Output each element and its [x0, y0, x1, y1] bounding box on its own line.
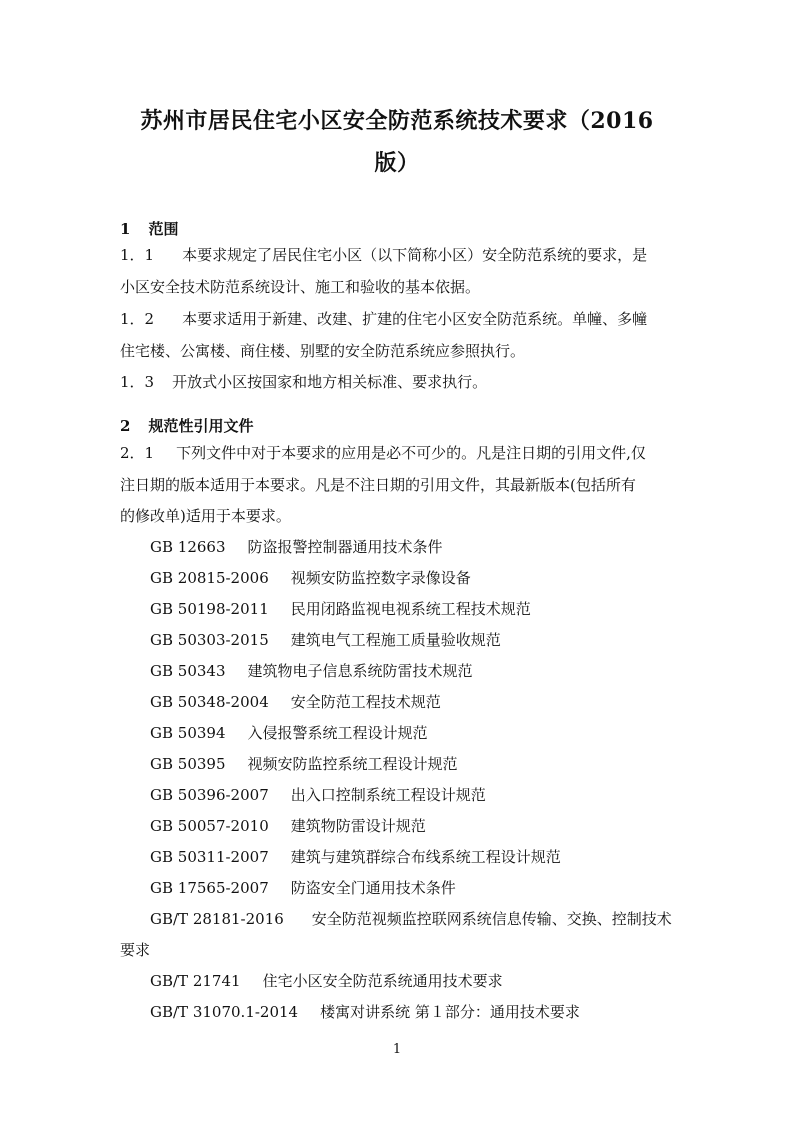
reference-name: 楼寓对讲系统 第１部分：通用技术要求 — [320, 1003, 580, 1021]
section-1-heading — [120, 219, 178, 239]
reference-item — [150, 785, 486, 805]
reference-item — [150, 816, 426, 836]
reference-item — [150, 878, 456, 898]
reference-item — [150, 630, 501, 650]
reference-name: 住宅小区安全防范系统通用技术要求 — [262, 972, 503, 990]
clause-number: 1．3 — [120, 373, 155, 391]
reference-name: 建筑物防雷设计规范 — [290, 817, 426, 835]
paragraph-2-1-line-2: 注日期的版本适用于本要求。凡是不注日期的引用文件，其最新版本(包括所有 — [120, 476, 636, 494]
reference-name: 安全防范视频监控联网系统信息传输、交换、控制技术 — [311, 910, 672, 928]
reference-item — [150, 909, 672, 929]
reference-name: 建筑与建筑群综合布线系统工程设计规范 — [290, 848, 561, 866]
reference-code: GB 50057-2010 — [150, 817, 269, 835]
reference-name: 出入口控制系统工程设计规范 — [290, 786, 486, 804]
paragraph-text: 本要求适用于新建、改建、扩建的住宅小区安全防范系统。单幢、多幢 — [182, 310, 648, 328]
reference-code: GB/T 21741 — [150, 972, 241, 990]
reference-item — [150, 971, 503, 991]
reference-item — [150, 599, 531, 619]
reference-item — [150, 537, 443, 557]
reference-name: 防盗报警控制器通用技术条件 — [247, 538, 443, 556]
reference-item — [150, 568, 471, 588]
reference-item — [150, 692, 441, 712]
reference-code: GB 50394 — [150, 724, 226, 742]
reference-code: GB 50198-2011 — [150, 600, 269, 618]
clause-number: 1．1 — [120, 246, 155, 264]
document-title-line-1: 苏州市居民住宅小区安全防范系统技术要求（2016 — [140, 108, 654, 134]
reference-name: 防盗安全门通用技术条件 — [290, 879, 456, 897]
reference-code: GB 50303-2015 — [150, 631, 269, 649]
reference-name: 视频安防监控系统工程设计规范 — [247, 755, 458, 773]
reference-code: GB/T 28181-2016 — [150, 910, 284, 928]
paragraph-1-3-line-1 — [120, 372, 487, 392]
section-number: 2 — [120, 417, 131, 435]
section-2-heading — [120, 416, 253, 436]
clause-number: 1．2 — [120, 310, 155, 328]
reference-name: 建筑电气工程施工质量验收规范 — [290, 631, 501, 649]
reference-name: 视频安防监控数字录像设备 — [290, 569, 471, 587]
section-title: 规范性引用文件 — [148, 417, 254, 435]
reference-code: GB 50348-2004 — [150, 693, 269, 711]
paragraph-1-1-line-1 — [120, 245, 647, 265]
reference-name: 安全防范工程技术规范 — [290, 693, 441, 711]
reference-item-continuation — [120, 940, 150, 960]
document-title-line-2: 版） — [374, 150, 420, 176]
reference-code: GB 50343 — [150, 662, 226, 680]
paragraph-text: 本要求规定了居民住宅小区（以下简称小区）安全防范系统的要求，是 — [182, 246, 648, 264]
reference-code: GB/T 31070.1-2014 — [150, 1003, 299, 1021]
reference-name: 入侵报警系统工程设计规范 — [247, 724, 428, 742]
reference-name: 民用闭路监视电视系统工程技术规范 — [290, 600, 531, 618]
paragraph-2-1-line-1 — [120, 443, 646, 463]
page-number: 1 — [392, 1042, 402, 1057]
paragraph-1-1-line-2: 小区安全技术防范系统设计、施工和验收的基本依据。 — [120, 278, 481, 296]
paragraph-2-1-line-3: 的修改单)适用于本要求。 — [120, 507, 291, 525]
reference-code: GB 50396-2007 — [150, 786, 269, 804]
paragraph-text: 下列文件中对于本要求的应用是必不可少的。凡是注日期的引用文件,仅 — [176, 444, 646, 462]
paragraph-text: 开放式小区按国家和地方相关标准、要求执行。 — [172, 373, 488, 391]
clause-number: 2．1 — [120, 444, 155, 462]
section-title: 范围 — [148, 220, 179, 238]
reference-code: GB 12663 — [150, 538, 226, 556]
paragraph-1-2-line-2: 住宅楼、公寓楼、商住楼、别墅的安全防范系统应参照执行。 — [120, 342, 526, 360]
reference-item — [150, 661, 473, 681]
reference-name: 建筑物电子信息系统防雷技术规范 — [247, 662, 473, 680]
reference-item — [150, 723, 428, 743]
reference-code: GB 17565-2007 — [150, 879, 269, 897]
reference-item — [150, 847, 561, 867]
section-number: 1 — [120, 220, 131, 238]
reference-item — [150, 754, 458, 774]
reference-code: GB 50311-2007 — [150, 848, 269, 866]
reference-code: GB 50395 — [150, 755, 226, 773]
reference-code: GB 20815-2006 — [150, 569, 269, 587]
paragraph-1-2-line-1 — [120, 309, 647, 329]
reference-name: 要求 — [120, 941, 151, 959]
reference-item — [150, 1002, 580, 1022]
